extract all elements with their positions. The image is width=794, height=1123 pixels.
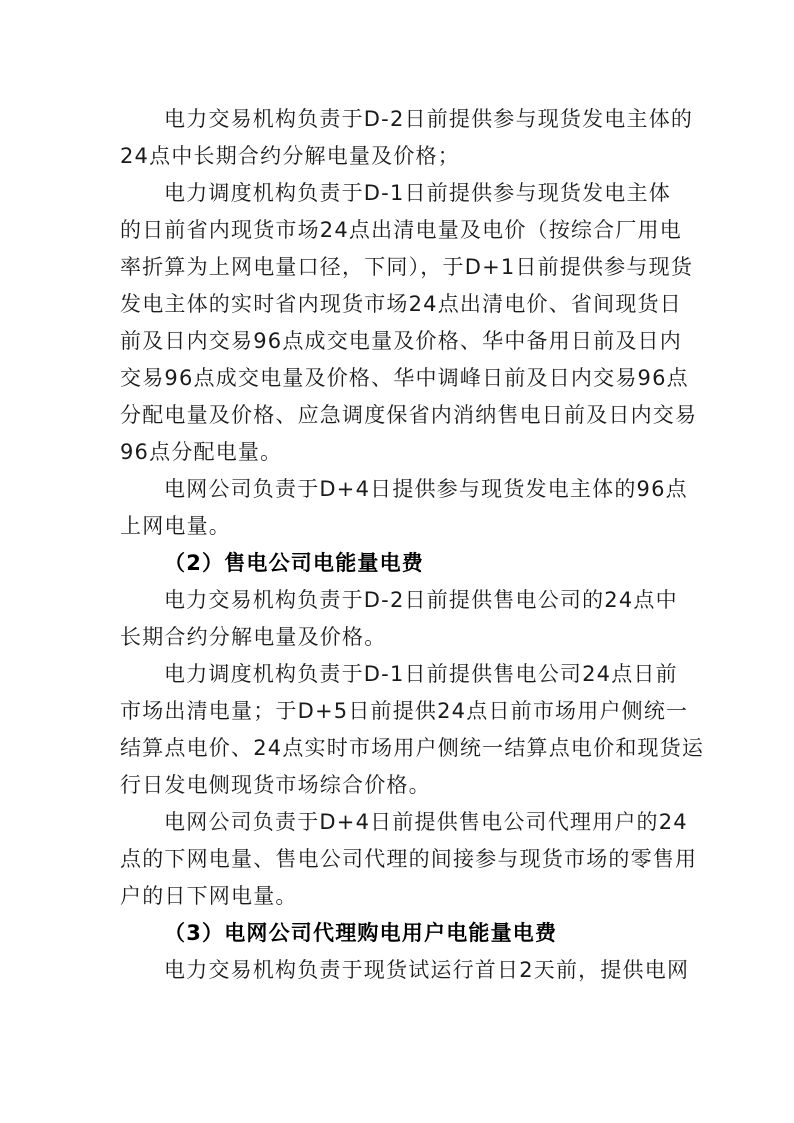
paragraph-line: 电力调度机构负责于D-1日前提供售电公司24点日前 [164, 662, 678, 686]
paragraph-line: 的日前省内现货市场24点出清电量及电价（按综合厂用电 [120, 218, 682, 242]
paragraph-line: 行日发电侧现货市场综合价格。 [120, 773, 431, 797]
paragraph-line: 上网电量。 [120, 514, 231, 538]
paragraph-line: 率折算为上网电量口径，下同），于D+1日前提供参与现货 [120, 255, 694, 279]
paragraph-line: 发电主体的实时省内现货市场24点出清电价、省间现货日 [120, 292, 682, 316]
paragraph-line: 结算点电价、24点实时市场用户侧统一结算点电价和现货运 [120, 736, 705, 760]
section-heading: （3）电网公司代理购电用户电能量电费 [164, 921, 558, 945]
paragraph-line: 点的下网电量、售电公司代理的间接参与现货市场的零售用 [120, 847, 698, 871]
section-heading: （2）售电公司电能量电费 [164, 551, 425, 575]
paragraph-line: 交易96点成交电量及价格、华中调峰日前及日内交易96点 [120, 366, 689, 390]
paragraph-line: 电力交易机构负责于D-2日前提供参与现货发电主体的 [164, 107, 694, 131]
paragraph-line: 24点中长期合约分解电量及价格； [120, 144, 460, 168]
paragraph-line: 电力调度机构负责于D-1日前提供参与现货发电主体 [164, 181, 671, 205]
paragraph-line: 96点分配电量。 [120, 440, 283, 464]
paragraph-line: 电力交易机构负责于现货试运行首日2天前，提供电网 [164, 958, 690, 982]
paragraph-line: 前及日内交易96点成交电量及价格、华中备用日前及日内 [120, 329, 682, 353]
paragraph-line: 分配电量及价格、应急调度保省内消纳售电日前及日内交易 [120, 403, 698, 427]
paragraph-line: 长期合约分解电量及价格。 [120, 625, 387, 649]
paragraph-line: 电网公司负责于D+4日前提供售电公司代理用户的24 [164, 810, 688, 834]
paragraph-line: 市场出清电量；于D+5日前提供24点日前市场用户侧统一 [120, 699, 689, 723]
paragraph-line: 户的日下网电量。 [120, 884, 298, 908]
paragraph-line: 电网公司负责于D+4日提供参与现货发电主体的96点 [164, 477, 688, 501]
paragraph-line: 电力交易机构负责于D-2日前提供售电公司的24点中 [164, 588, 678, 612]
